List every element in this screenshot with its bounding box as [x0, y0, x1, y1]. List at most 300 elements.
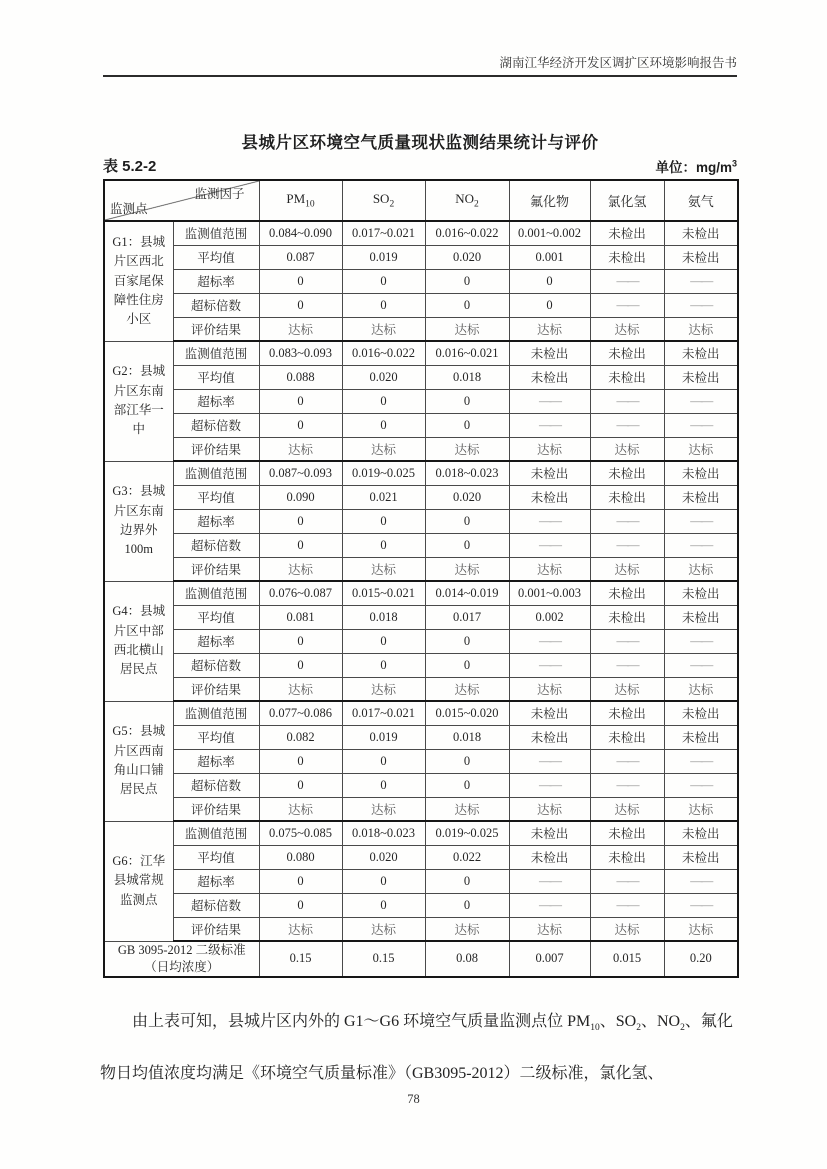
station-name-line: 小区 [126, 312, 152, 327]
value-cell: 0 [259, 749, 342, 773]
value-cell [509, 749, 590, 773]
row-label-cell: 超标倍数 [173, 773, 259, 797]
value-cell: 达标 [664, 797, 738, 821]
row-label-cell: 超标率 [173, 389, 259, 413]
body-paragraph [100, 999, 740, 1096]
dash: —— [539, 897, 560, 912]
value-cell: 未检出 [509, 461, 590, 485]
value-cell: 0.018~0.023 [342, 821, 425, 845]
value-cell: 0.019 [342, 725, 425, 749]
value-cell: 0.019 [342, 245, 425, 269]
value-cell: 0 [259, 413, 342, 437]
column-header: 氯化氢 [590, 180, 664, 221]
value-cell: 达标 [590, 557, 664, 581]
value-cell: 达标 [342, 917, 425, 941]
value-cell [664, 389, 738, 413]
value-cell: 0.015~0.020 [425, 701, 509, 725]
row-label-cell: 评价结果 [173, 797, 259, 821]
value-cell: 未检出 [509, 365, 590, 389]
value-cell [664, 509, 738, 533]
table-row [104, 821, 738, 845]
value-cell: 0 [425, 389, 509, 413]
standard-value-cell: 0.007 [509, 941, 590, 977]
value-cell [590, 269, 664, 293]
value-cell [664, 653, 738, 677]
value-cell: 0 [342, 893, 425, 917]
table-row [104, 293, 738, 317]
value-cell [590, 773, 664, 797]
dash: —— [616, 777, 638, 792]
row-label-cell: 超标率 [173, 629, 259, 653]
value-cell [509, 413, 590, 437]
station-block [104, 821, 738, 941]
value-cell: 达标 [590, 917, 664, 941]
value-cell: 未检出 [590, 461, 664, 485]
table-row [104, 653, 738, 677]
row-label-cell: 监测值范围 [173, 701, 259, 725]
value-cell: 0 [342, 869, 425, 893]
corner-header-cell [104, 180, 259, 221]
dash: —— [690, 273, 712, 288]
paragraph-text: 、NO [640, 1013, 681, 1030]
value-cell [509, 629, 590, 653]
row-label-cell: 超标倍数 [173, 413, 259, 437]
standard-row [104, 941, 738, 977]
station-block [104, 461, 738, 581]
table-row [104, 221, 738, 245]
station-block [104, 341, 738, 461]
value-cell: 0 [259, 629, 342, 653]
value-cell [590, 413, 664, 437]
station-name-line: 边界外 [119, 523, 158, 537]
value-cell: 0 [259, 533, 342, 557]
standard-value-cell: 0.15 [342, 941, 425, 977]
value-cell: 未检出 [509, 725, 590, 749]
table-row [104, 509, 738, 533]
value-cell: 0 [259, 893, 342, 917]
row-label-cell: 监测值范围 [173, 461, 259, 485]
value-cell [509, 509, 590, 533]
station-name-line: 居民点 [119, 782, 158, 797]
station-name-cell [104, 581, 173, 701]
value-cell: 达标 [509, 557, 590, 581]
station-name-line: G4：县城 [112, 604, 166, 619]
table-title: 县城片区环境空气质量现状监测结果统计与评价 [241, 134, 599, 152]
dash: —— [616, 753, 638, 768]
value-cell: 0 [342, 749, 425, 773]
value-cell: 未检出 [664, 725, 738, 749]
monitoring-table [103, 179, 739, 978]
column-header: 氟化物 [509, 180, 590, 221]
dash: —— [616, 393, 638, 408]
dash: —— [690, 753, 712, 768]
dash: —— [539, 873, 560, 888]
value-cell: 达标 [509, 917, 590, 941]
station-name-line: 片区西北 [113, 254, 164, 269]
table-row [104, 437, 738, 461]
table-unit-label [655, 156, 737, 176]
station-name-line: 部江华一 [113, 403, 164, 417]
value-cell: 未检出 [664, 245, 738, 269]
station-name-line: G5：县城 [112, 724, 166, 739]
table-row [104, 749, 738, 773]
value-cell: 0.017 [425, 605, 509, 629]
value-cell: 0.020 [342, 365, 425, 389]
subscript: 2 [389, 199, 395, 210]
value-cell [509, 773, 590, 797]
value-cell: 达标 [425, 917, 509, 941]
value-cell: 0 [259, 389, 342, 413]
value-cell: 达标 [425, 797, 509, 821]
dash: —— [539, 633, 560, 648]
row-label-cell: 超标倍数 [173, 653, 259, 677]
table-row [104, 725, 738, 749]
value-cell: 达标 [425, 677, 509, 701]
value-cell: 未检出 [664, 605, 738, 629]
value-cell: 达标 [509, 437, 590, 461]
standard-label-cell [104, 941, 259, 977]
row-label-cell: 超标率 [173, 509, 259, 533]
station-name-line: 障性住房 [113, 292, 164, 307]
value-cell: 达标 [509, 677, 590, 701]
subscript: 2 [680, 1023, 685, 1034]
value-cell: 0.016~0.021 [425, 341, 509, 365]
value-cell [664, 629, 738, 653]
value-cell: 达标 [664, 557, 738, 581]
table-number-label: 表 5.2-2 [103, 158, 157, 175]
dash: —— [690, 633, 712, 648]
row-label-cell: 超标倍数 [173, 533, 259, 557]
dash: —— [616, 297, 638, 312]
value-cell: 0 [425, 749, 509, 773]
value-cell: 0.015~0.021 [342, 581, 425, 605]
table-row [104, 917, 738, 941]
value-cell: 0 [342, 413, 425, 437]
value-cell: 未检出 [664, 341, 738, 365]
value-cell: 未检出 [590, 245, 664, 269]
value-cell: 未检出 [509, 821, 590, 845]
value-cell: 0.084~0.090 [259, 221, 342, 245]
station-name-line: 片区西南 [113, 743, 164, 758]
header-divider [103, 75, 737, 77]
station-block [104, 701, 738, 821]
value-cell: 达标 [664, 317, 738, 341]
table-row [104, 389, 738, 413]
station-name-line: 监测点 [119, 892, 158, 907]
dash: —— [539, 513, 560, 528]
station-name-line: 片区东南 [113, 383, 164, 398]
station-name-cell [104, 701, 173, 821]
value-cell: 达标 [259, 437, 342, 461]
standard-block [104, 941, 738, 977]
value-cell: 未检出 [590, 221, 664, 245]
value-cell [664, 269, 738, 293]
value-cell: 达标 [509, 797, 590, 821]
value-cell: 0.016~0.022 [425, 221, 509, 245]
value-cell: 达标 [342, 677, 425, 701]
value-cell: 达标 [509, 317, 590, 341]
table-row [104, 629, 738, 653]
value-cell: 未检出 [664, 221, 738, 245]
value-cell [509, 869, 590, 893]
value-cell: 0 [342, 629, 425, 653]
station-name-line: 中 [132, 422, 145, 437]
row-label-cell: 平均值 [173, 605, 259, 629]
value-cell: 未检出 [509, 341, 590, 365]
value-cell: 未检出 [664, 485, 738, 509]
value-cell [590, 749, 664, 773]
value-cell [509, 893, 590, 917]
value-cell: 0 [259, 293, 342, 317]
value-cell: 未检出 [590, 725, 664, 749]
value-cell: 未检出 [590, 581, 664, 605]
dash: —— [539, 537, 560, 552]
value-cell: 0.019~0.025 [342, 461, 425, 485]
dash: —— [690, 897, 712, 912]
value-cell [664, 773, 738, 797]
value-cell: 未检出 [509, 701, 590, 725]
value-cell: 0.075~0.085 [259, 821, 342, 845]
standard-value-cell: 0.15 [259, 941, 342, 977]
unit-superscript: 3 [731, 158, 737, 169]
table-row [104, 581, 738, 605]
value-cell: 达标 [664, 917, 738, 941]
paragraph-text: 、氟化物日均值浓度均满足《环境空气质量标准》（GB3095-2012）二级标准，氯化氢、 [100, 1013, 733, 1083]
value-cell: 未检出 [664, 845, 738, 869]
station-name-cell [104, 341, 173, 461]
value-cell [590, 293, 664, 317]
value-cell: 0 [259, 869, 342, 893]
row-label-cell: 平均值 [173, 245, 259, 269]
value-cell [509, 533, 590, 557]
station-name-line: 百家尾保 [113, 273, 164, 288]
value-cell: 0.021 [342, 485, 425, 509]
dash: —— [616, 273, 638, 288]
value-cell: 0 [425, 773, 509, 797]
header-row [104, 180, 738, 221]
station-name-line: G6：江华 [112, 853, 166, 868]
value-cell: 未检出 [590, 605, 664, 629]
value-cell: 0.087 [259, 245, 342, 269]
value-cell [664, 293, 738, 317]
dash: —— [690, 873, 712, 888]
table-row [104, 845, 738, 869]
station-block [104, 221, 738, 341]
value-cell [590, 389, 664, 413]
station-name-line: G3：县城 [112, 484, 166, 499]
dash: —— [616, 513, 638, 528]
value-cell: 未检出 [664, 701, 738, 725]
value-cell: 0 [342, 773, 425, 797]
dash: —— [616, 873, 638, 888]
dash: —— [616, 657, 638, 672]
page-number: 78 [407, 1092, 420, 1106]
value-cell [590, 509, 664, 533]
value-cell: 0.017~0.021 [342, 221, 425, 245]
row-label-cell: 平均值 [173, 845, 259, 869]
dash: —— [690, 297, 712, 312]
value-cell: 0.020 [342, 845, 425, 869]
paragraph-text: 由上表可知，县城片区内外的 G1～G6 环境空气质量监测点位 PM [132, 1013, 591, 1030]
table-row [104, 317, 738, 341]
value-cell: 0 [509, 293, 590, 317]
table-row [104, 533, 738, 557]
dash: —— [539, 657, 560, 672]
unit-text: 单位：mg/m [655, 160, 732, 175]
value-cell: 达标 [259, 797, 342, 821]
value-cell: 0.001~0.003 [509, 581, 590, 605]
value-cell: 0.018~0.023 [425, 461, 509, 485]
dash: —— [539, 753, 560, 768]
value-cell: 0.019~0.025 [425, 821, 509, 845]
value-cell: 未检出 [664, 365, 738, 389]
document-header: 湖南江华经济开发区调扩区环境影响报告书 [499, 56, 737, 70]
column-header: $NO_2$ [425, 180, 509, 221]
row-label-cell: 评价结果 [173, 557, 259, 581]
value-cell: 0 [425, 653, 509, 677]
value-cell: 未检出 [590, 821, 664, 845]
value-cell: 0 [425, 269, 509, 293]
table-row [104, 797, 738, 821]
value-cell: 未检出 [590, 365, 664, 389]
row-label-cell: 超标倍数 [173, 893, 259, 917]
paragraph-text: 、SO [599, 1013, 637, 1030]
value-cell: 达标 [259, 317, 342, 341]
value-cell: 0 [425, 533, 509, 557]
value-cell: 0 [259, 509, 342, 533]
table-row [104, 701, 738, 725]
standard-label-line: （日均浓度） [144, 959, 220, 974]
value-cell: 0.083~0.093 [259, 341, 342, 365]
value-cell: 0 [425, 869, 509, 893]
table-row [104, 461, 738, 485]
value-cell: 未检出 [509, 485, 590, 509]
value-cell: 未检出 [590, 701, 664, 725]
station-name-line: 片区东南 [113, 503, 164, 518]
corner-label-point: 监测点 [110, 202, 148, 216]
dash: —— [539, 777, 560, 792]
value-cell [664, 869, 738, 893]
value-cell: 0 [425, 629, 509, 653]
value-cell [590, 533, 664, 557]
table-row [104, 557, 738, 581]
row-label-cell: 平均值 [173, 725, 259, 749]
value-cell: 达标 [590, 677, 664, 701]
value-cell: 0.082 [259, 725, 342, 749]
subscript: 2 [474, 199, 479, 210]
value-cell: 达标 [664, 437, 738, 461]
value-cell: 达标 [259, 677, 342, 701]
table-meta-row [103, 155, 737, 176]
table-row [104, 245, 738, 269]
value-cell: 0 [342, 293, 425, 317]
value-cell: 0.017~0.021 [342, 701, 425, 725]
value-cell: 0.001 [509, 245, 590, 269]
subscript: 2 [636, 1023, 641, 1034]
value-cell: 0.014~0.019 [425, 581, 509, 605]
value-cell: 0.076~0.087 [259, 581, 342, 605]
value-cell [664, 749, 738, 773]
value-cell: 0.001~0.002 [509, 221, 590, 245]
station-name-line: G1：县城 [112, 234, 166, 249]
row-label-cell: 监测值范围 [173, 221, 259, 245]
table-row [104, 365, 738, 389]
value-cell: 达标 [342, 317, 425, 341]
value-cell: 0 [342, 533, 425, 557]
row-label-cell: 平均值 [173, 365, 259, 389]
value-cell: 达标 [590, 437, 664, 461]
value-cell: 达标 [425, 317, 509, 341]
value-cell: 0.081 [259, 605, 342, 629]
table-row [104, 341, 738, 365]
value-cell [590, 869, 664, 893]
station-name-line: 居民点 [119, 662, 158, 677]
value-cell: 0 [342, 269, 425, 293]
value-cell [664, 893, 738, 917]
value-cell: 达标 [342, 797, 425, 821]
row-label-cell: 平均值 [173, 485, 259, 509]
table-row [104, 413, 738, 437]
station-name-cell [104, 821, 173, 941]
dash: —— [616, 417, 638, 432]
value-cell: 达标 [342, 557, 425, 581]
subscript: 10 [305, 199, 315, 210]
dash: —— [690, 417, 712, 432]
value-cell: 0.088 [259, 365, 342, 389]
station-name-line: 县城常规 [113, 873, 164, 888]
value-cell: 未检出 [590, 341, 664, 365]
column-header: $SO_2$ [342, 180, 425, 221]
standard-label-line: GB 3095-2012 二级标准 [117, 943, 246, 957]
value-cell: 0 [425, 413, 509, 437]
station-name-line: 角山口铺 [113, 763, 164, 777]
row-label-cell: 监测值范围 [173, 341, 259, 365]
value-cell: 0 [259, 653, 342, 677]
value-cell: 达标 [590, 797, 664, 821]
station-name-line: 100m [124, 542, 153, 557]
subscript: 10 [590, 1023, 600, 1034]
value-cell: 未检出 [590, 485, 664, 509]
station-name-cell [104, 221, 173, 341]
value-cell: 达标 [259, 917, 342, 941]
value-cell: 0 [342, 509, 425, 533]
value-cell: 未检出 [664, 581, 738, 605]
value-cell: 0.020 [425, 245, 509, 269]
value-cell [590, 893, 664, 917]
row-label-cell: 评价结果 [173, 917, 259, 941]
value-cell: 达标 [259, 557, 342, 581]
corner-label-factor: 监测因子 [194, 187, 245, 201]
column-header: $PM_{10}$ [259, 180, 342, 221]
value-cell [664, 533, 738, 557]
value-cell: 达标 [664, 677, 738, 701]
value-cell [590, 629, 664, 653]
value-cell: 未检出 [590, 845, 664, 869]
dash: —— [690, 513, 712, 528]
value-cell: 0.018 [425, 365, 509, 389]
row-label-cell: 评价结果 [173, 317, 259, 341]
value-cell: 达标 [425, 437, 509, 461]
value-cell: 0 [259, 269, 342, 293]
station-name-line: G2：县城 [112, 364, 166, 379]
value-cell: 0.022 [425, 845, 509, 869]
value-cell [509, 653, 590, 677]
table-row [104, 269, 738, 293]
dash: —— [690, 777, 712, 792]
row-label-cell: 监测值范围 [173, 581, 259, 605]
value-cell: 达标 [425, 557, 509, 581]
station-name-cell [104, 461, 173, 581]
